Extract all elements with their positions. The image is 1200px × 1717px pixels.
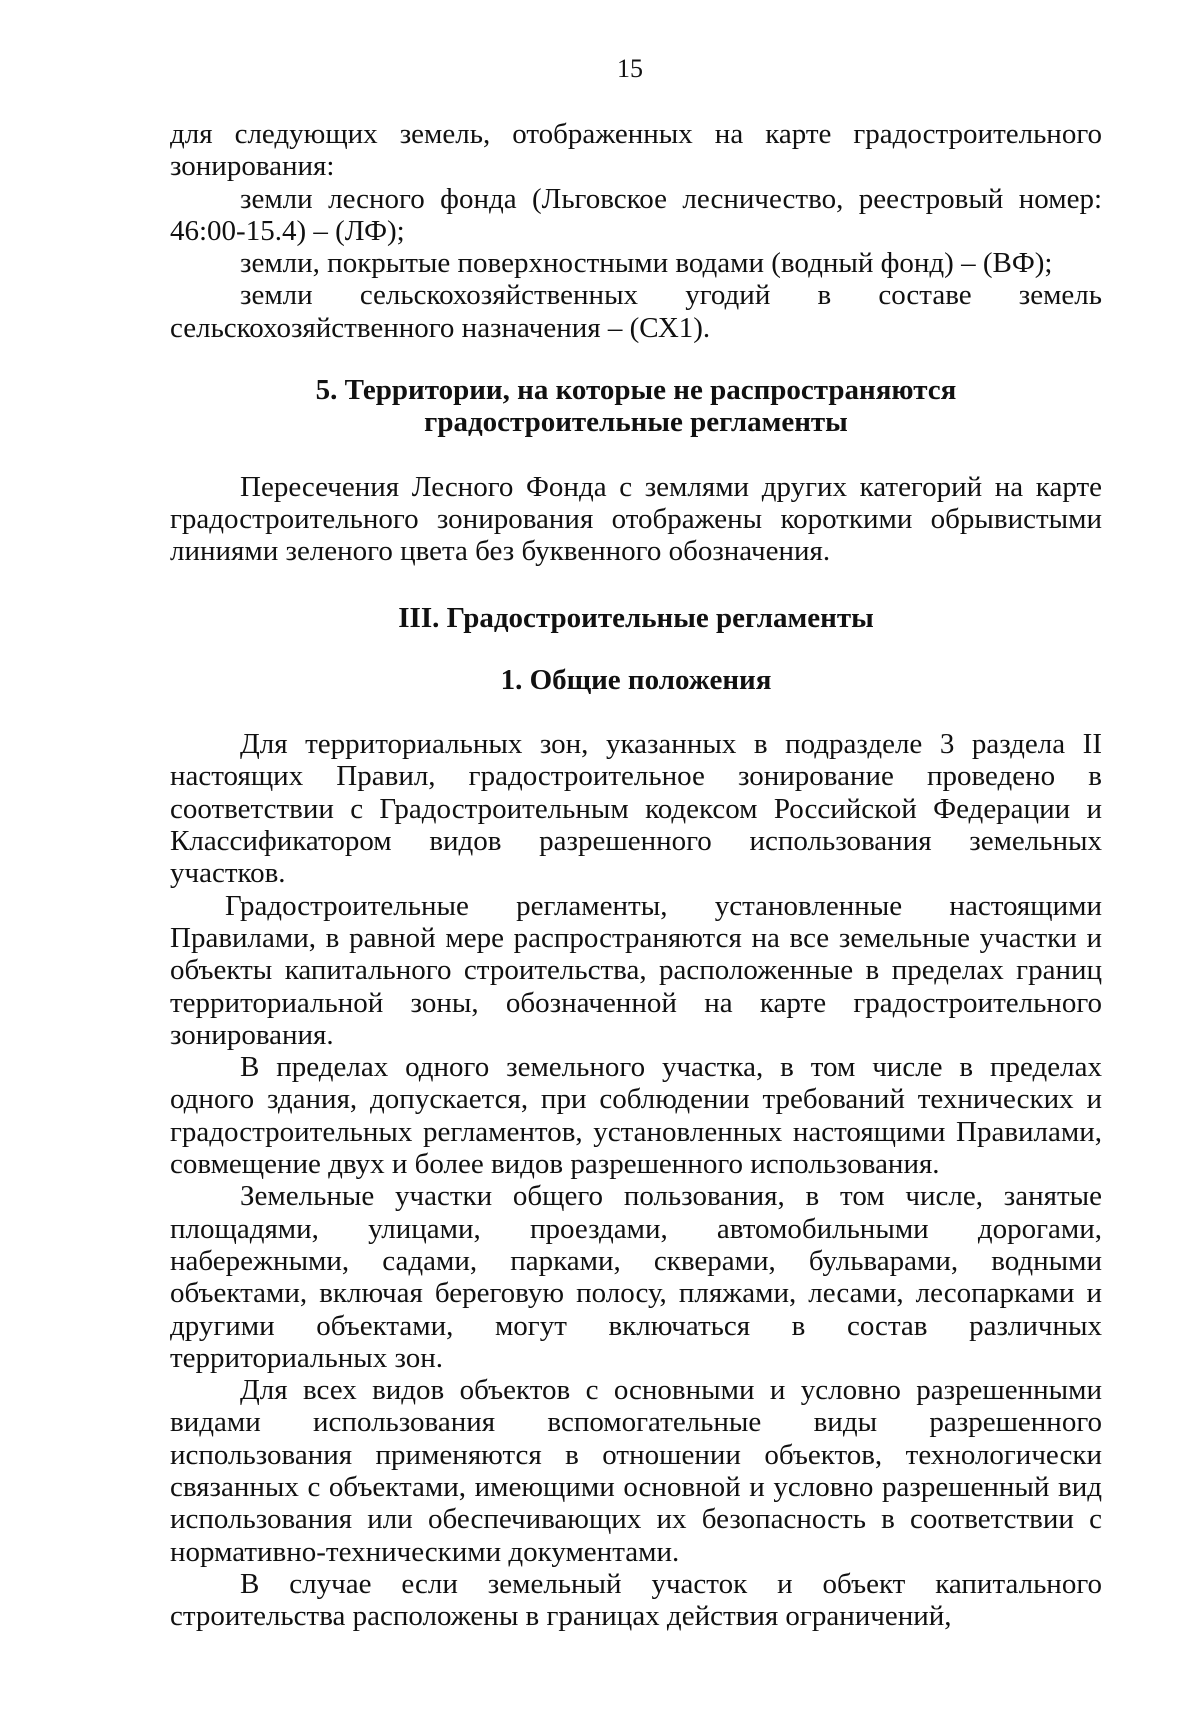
chapter3-paragraph-public-land: Земельные участки общего пользования, в том числе, занятые площадями, улицами, проездами, автомобильными дорогами, набережными, садами, парками, скверами, бульварами, водными объектами, включая береговую полосу, пляжами, лесами, лесопарками и другими объектами, могут включаться в состав различных территориальных зон.: [170, 1180, 1102, 1374]
spacer: [170, 696, 1102, 728]
section5-title-line2: градостроительные регламенты: [424, 406, 848, 439]
chapter3-paragraph-regulations: Градостроительные регламенты, установленные настоящими Правилами, в равной мере распространяются на все земельные участки и объекты капитального строительства, расположенные в пределах границ территориальной зоны, обозначенной на карте градостроительного зонирования.: [170, 889, 1102, 1051]
spacer: [170, 439, 1102, 471]
chapter3-paragraph-restrictions: В случае если земельный участок и объект капитального строительства расположены в границах действия ограничений,: [170, 1567, 1102, 1633]
page-number: 15: [617, 54, 643, 83]
intro-item-agricultural-land: земли сельскохозяйственных угодий в составе земель сельскохозяйственного назначения – (СХ1).: [170, 279, 1102, 344]
spacer: [170, 344, 1102, 374]
spacer: [170, 634, 1102, 664]
intro-lead: для следующих земель, отображенных на карте градостроительного зонирования:: [170, 118, 1102, 183]
page-content: [170, 118, 1102, 1632]
intro-item-water-fund: земли, покрытые поверхностными водами (водный фонд) – (ВФ);: [240, 247, 1053, 280]
section5-paragraph: Пересечения Лесного Фонда с землями других категорий на карте градостроительного зонирования отображены короткими обрывистыми линиями зеленого цвета без буквенного обозначения.: [170, 470, 1102, 568]
chapter3-paragraph-zoning: Для территориальных зон, указанных в подразделе 3 раздела II настоящих Правил, градостроительное зонирование проведено в соответствии с Градостроительным кодексом Российской Федерации и Классификатором видов разрешенного использования земельных участков.: [170, 728, 1102, 890]
spacer: [170, 568, 1102, 602]
chapter3-paragraph-combined-use: В пределах одного земельного участка, в том числе в пределах одного здания, допускается, при соблюдении требований технических и градостроительных регламентов, установленных настоящими Правилами, совмещение двух и более видов разрешенного использования.: [170, 1051, 1102, 1181]
chapter3-paragraph-auxiliary-use: Для всех видов объектов с основными и условно разрешенными видами использования вспомогательные виды разрешенного использования применяются в отношении объектов, технологически связанных с объектами, имеющими основной и условно разрешенный вид использования или обеспечивающих их безопасность в соответствии с нормативно-техническими документами.: [170, 1374, 1102, 1568]
intro-item-forest-fund: земли лесного фонда (Льговское лесничество, реестровый номер: 46:00-15.4) – (ЛФ);: [170, 182, 1102, 247]
chapter3-subtitle: 1. Общие положения: [500, 663, 772, 696]
section5-title-line1: 5. Территории, на которые не распространяются: [315, 374, 957, 407]
chapter3-title: III. Градостроительные регламенты: [398, 601, 874, 634]
